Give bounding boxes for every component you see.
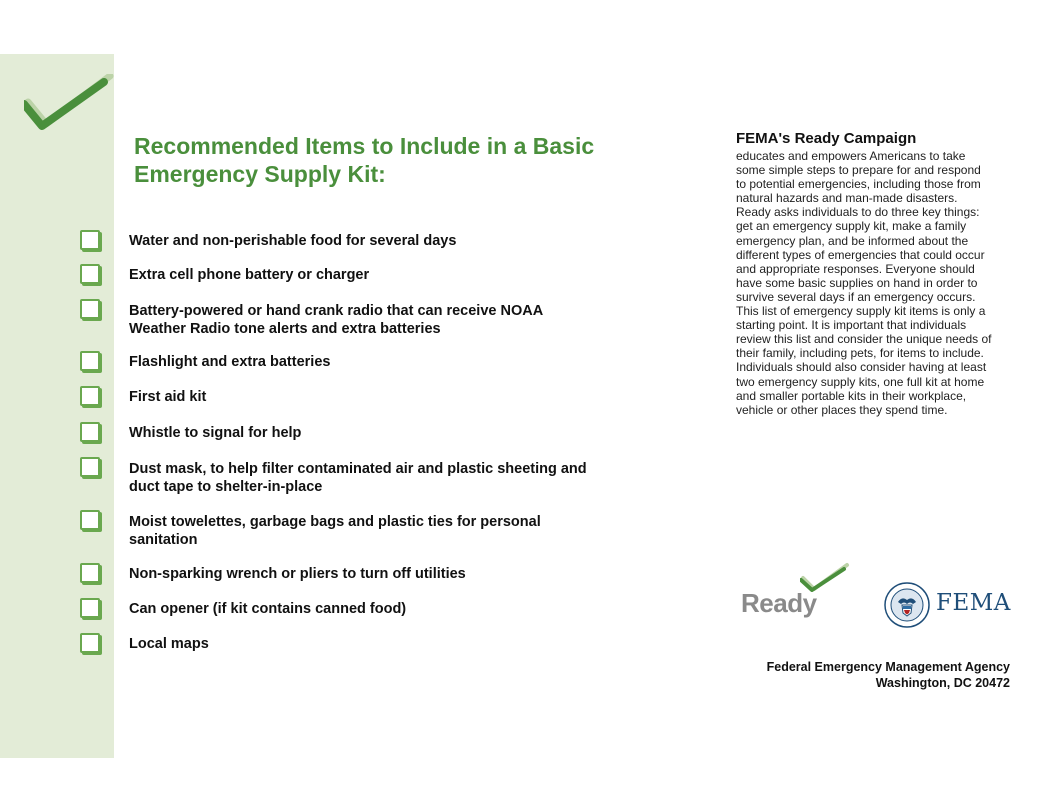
checkbox-icon[interactable] [80, 351, 100, 371]
checkbox-icon[interactable] [80, 633, 100, 653]
checkbox-icon[interactable] [80, 510, 100, 530]
checkbox-icon[interactable] [80, 563, 100, 583]
checkbox-icon[interactable] [80, 230, 100, 250]
checkbox-icon[interactable] [80, 386, 100, 406]
checklist-item-label: Local maps [129, 636, 209, 652]
checklist-item-label: Moist towelettes, garbage bags and plastic ties for personal sanitation [129, 514, 541, 548]
fema-logo: FEMA [936, 590, 1011, 616]
checkbox-icon[interactable] [80, 422, 100, 442]
agency-city: Washington, DC 20472 [875, 676, 1010, 690]
checklist-item-label: Non-sparking wrench or pliers to turn off utilities [129, 566, 466, 582]
campaign-description: educates and empowers Americans to take some simple steps to prepare for and respond to potential emergencies, including those from natural hazards and man-made disasters. Ready asks individuals to do three key things: get an emergency supply kit, make a family emergency plan, and be informed about the different types of emergencies that could occur and appropriate responses. Everyone should have some basic supplies on hand in order to survive several days if an emergency occurs. This list of emergency supply kit items is only a starting point. It is important that individuals review this list and consider the unique needs of their family, including pets, for items to include. Individuals should also consider having at least two emergency supply kits, one full kit at home and smaller portable kits in their workplace, vehicle or other places they spend time. [736, 149, 992, 417]
checklist-item-label: Flashlight and extra batteries [129, 354, 331, 370]
checklist-item-label: Extra cell phone battery or charger [129, 267, 370, 283]
checkbox-icon[interactable] [80, 598, 100, 618]
checklist-item-label: Battery-powered or hand crank radio that can receive NOAA Weather Radio tone alerts and extra batteries [129, 303, 543, 337]
checkbox-icon[interactable] [80, 264, 100, 284]
checklist-item-label: Water and non-perishable food for several days [129, 233, 457, 249]
checklist-item-label: Can opener (if kit contains canned food) [129, 601, 407, 617]
checkmark-icon [24, 74, 114, 132]
dhs-seal-icon [884, 582, 930, 628]
agency-name: Federal Emergency Management Agency [766, 660, 1010, 674]
campaign-title: FEMA's Ready Campaign [736, 130, 917, 147]
checklist-item-label: Whistle to signal for help [129, 425, 302, 441]
agency-address [767, 659, 1010, 691]
ready-logo: Ready [741, 588, 817, 618]
checklist-item-label: First aid kit [129, 389, 207, 405]
page-title: Recommended Items to Include in a Basic Emergency Supply Kit: [134, 133, 595, 187]
checkbox-icon[interactable] [80, 299, 100, 319]
checkbox-icon[interactable] [80, 457, 100, 477]
checklist-item-label: Dust mask, to help filter contaminated air and plastic sheeting and duct tape to shelter-in-place [129, 461, 587, 495]
